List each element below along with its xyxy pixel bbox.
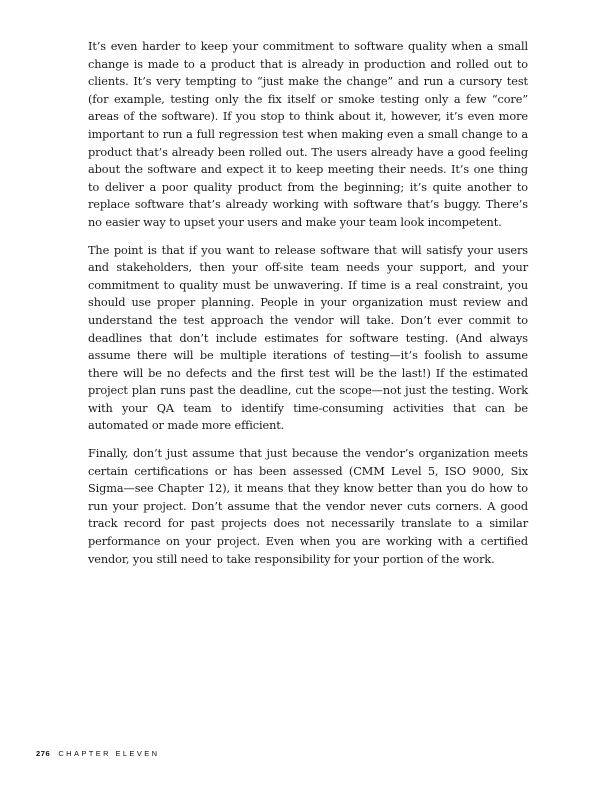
page-footer xyxy=(36,749,159,758)
chapter-label: CHAPTER ELEVEN xyxy=(58,749,160,758)
paragraph-certifications: Finally, don’t just assume that just because the vendor’s organization meets certain certifications or has been assessed (CMM Level 5, ISO 9000, Six Sigma—see Chapter 12), it means that they know better than you do how to run your project. Don’t assume that the vendor never cuts corners. A good track record for past projects does not necessarily translate to a similar performance on your project. Even when you are working with a certified vendor, you still need to take responsibility for your portion of the work. xyxy=(88,447,528,566)
paragraph-regression-testing: It’s even harder to keep your commitment to software quality when a small change is made to a product that is already in production and rolled out to clients. It’s very tempting to “just make the change” and run a cursory test (for example, testing only the fix itself or smoke testing only a few “core” areas of the software). If you stop to think about it, however, it’s even more important to run a full regression test when making even a small change to a product that’s already been rolled out. The users already have a good feeling about the software and expect it to keep meeting their needs. It’s one thing to deliver a poor quality product from the beginning; it’s quite another to replace software that’s already working with software that’s buggy. There’s no easier way to upset your users and make your team look incompetent. xyxy=(88,40,528,229)
page-number: 276 xyxy=(36,749,51,758)
paragraph-vendor-support: The point is that if you want to release software that will satisfy your users and stakeholders, then your off-site team needs your support, and your commitment to quality must be unwavering. If time is a real constraint, you should use proper planning. People in your organization must review and understand the test approach the vendor will take. Don’t ever commit to deadlines that don’t include estimates for software testing. (And always assume there will be multiple iterations of testing—it’s foolish to assume there will be no defects and the first test will be the last!) If the estimated project plan runs past the deadline, cut the scope—not just the testing. Work with your QA team to identify time-consuming activities that can be automated or made more efficient. xyxy=(88,243,528,433)
page-body xyxy=(88,38,528,578)
